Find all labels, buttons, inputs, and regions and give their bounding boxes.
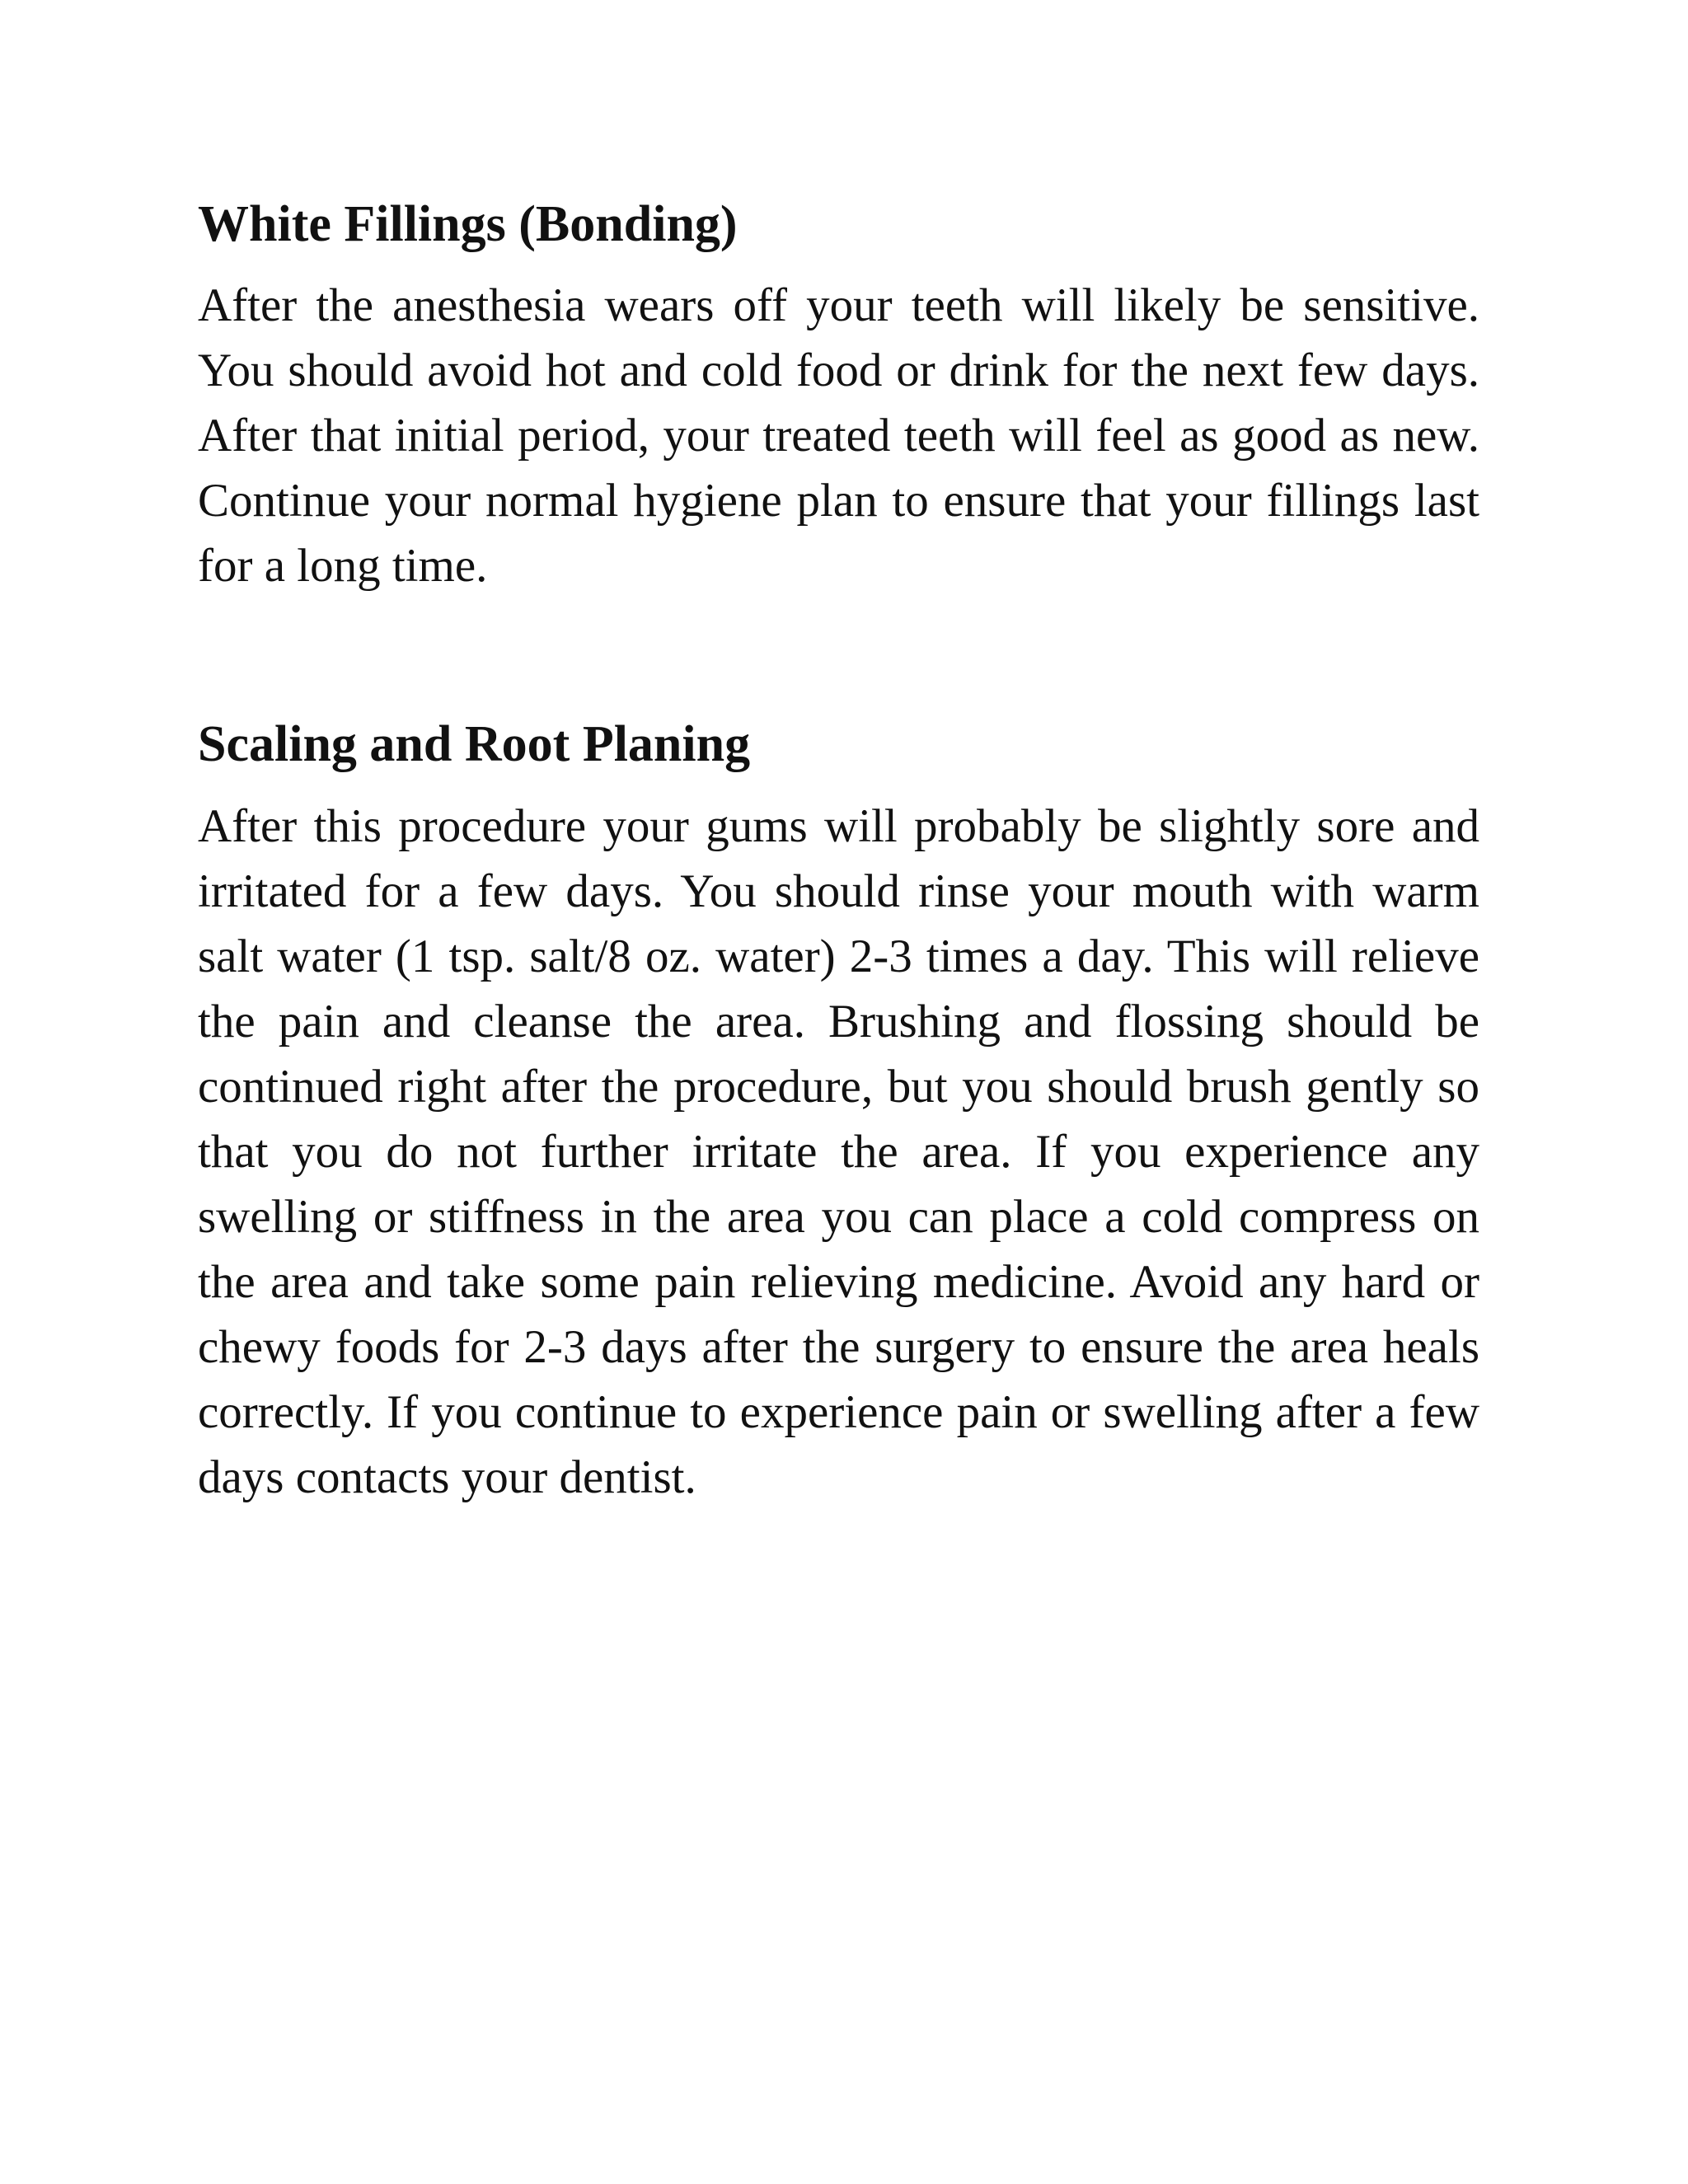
section-body: After this procedure your gums will probably be slightly sore and irritated for a few days. You should rinse your mouth with warm salt water (1 tsp. salt/8 oz. water) 2-3 times a day. This will relieve the pain and cleanse the area. Brushing and flossing should be continued right after the procedure, but you should brush gently so that you do not further irritate the area. If you experience any swelling or stiffness in the area you can place a cold compress on the area and take some pain relieving medicine. Avoid any hard or chewy foods for 2-3 days after the surgery to ensure the area heals correctly. If you continue to experience pain or swelling after a few days contacts your dentist. bbox=[198, 799, 1479, 1503]
section-scaling-root-planing bbox=[198, 714, 1479, 1509]
document-page bbox=[198, 194, 1479, 1510]
section-body: After the anesthesia wears off your teeth will likely be sensitive. You should avoid hot and cold food or drink for the next few days. After that initial period, your treated teeth will feel as good as new. Continue your normal hygiene plan to ensure that your fillings last for a long time. bbox=[198, 279, 1479, 593]
section-heading: White Fillings (Bonding) bbox=[198, 196, 738, 252]
section-heading: Scaling and Root Planing bbox=[198, 716, 751, 773]
section-white-fillings bbox=[198, 194, 1479, 598]
